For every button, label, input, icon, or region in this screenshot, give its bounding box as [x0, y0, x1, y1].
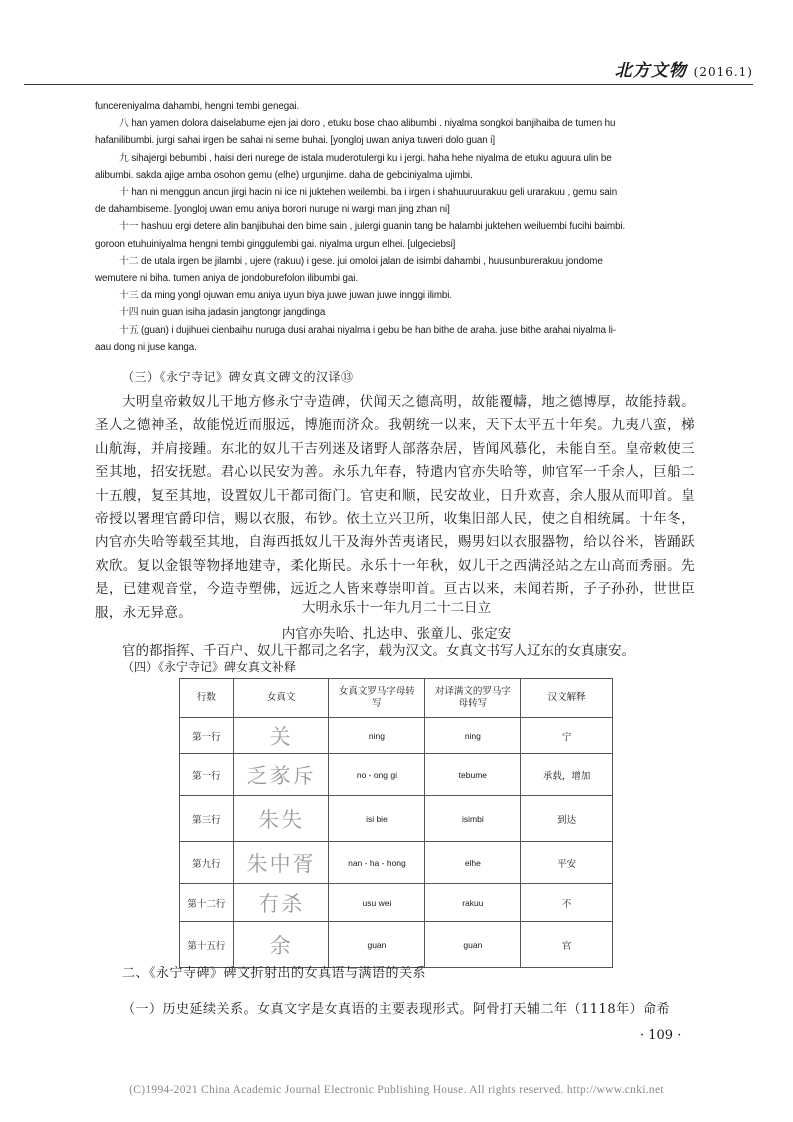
romanization-line: 八 han yamen dolora daiselabume ejen jai doro , etuku bose chao alibumbi . niyalma songkoi banjihaiba de tumen hu [119, 118, 616, 130]
romanization-line: 十 han ni menggun ancun jirgi hacin ni ice ni juktehen weilembi. ba i irgen i shahuuruurakuu geli urarakuu , gemu sain [119, 187, 618, 199]
table-row [180, 922, 613, 968]
cell-manchu: rakuu [425, 884, 521, 922]
romanization-line: hafanilibumbi. jurgi sahai irgen be sahai ni seme buhai. [yongloj uwan aniya tuweri dolo guan i] [95, 135, 495, 147]
cell-jurchen [233, 842, 329, 884]
cell-meaning: 不 [521, 884, 613, 922]
cell-meaning: 官 [521, 922, 613, 968]
cell-roman: no - ong gi [329, 754, 425, 796]
jurchen-glyph: 关 [269, 724, 293, 749]
officials-names: 内官亦失哈、扎达申、张童儿、张定安 [281, 626, 512, 642]
header-line: 行数 [180, 679, 234, 718]
cell-manchu: ning [425, 718, 521, 754]
cell-roman: nan - ha - hong [329, 842, 425, 884]
table-row [180, 796, 613, 842]
table-row [180, 842, 613, 884]
cell-roman: usu wei [329, 884, 425, 922]
cell-jurchen [233, 884, 329, 922]
header-meaning: 汉文解释 [521, 679, 613, 718]
cell-roman: isi bie [329, 796, 425, 842]
cell-meaning: 平安 [521, 842, 613, 884]
cell-roman: ning [329, 718, 425, 754]
cell-roman: guan [329, 922, 425, 968]
romanization-line: 十五 (guan) i dujihuei cienbaihu nuruga dusi arahai niyalma i gebu be han bithe de araha. juse bithe arahai niyalma li- [119, 324, 616, 336]
jurchen-glyph: 冇杀 [258, 891, 305, 916]
romanization-line: wemutere ni biha. tumen aniya de jondoburefolon ilibumbi gai. [95, 273, 358, 285]
cell-jurchen [233, 922, 329, 968]
cell-line: 第三行 [180, 796, 234, 842]
romanization-line: aau dong ni juse kanga. [95, 341, 197, 353]
cell-jurchen [233, 754, 329, 796]
section-3-heading: （三）《永宁寺记》碑女真文碑文的汉译⑬ [122, 370, 354, 384]
translation-paragraph: 大明皇帝敕奴儿干地方修永宁寺造碑，伏闻天之德高明，故能覆幬，地之德博厚，故能持载。圣人之德神圣，故能悦近而服远，博施而济众。我朝统一以来，天下太平五十年矣。九夷八蛮，梯山航海，并肩接踵。东北的奴儿干吉列迷及诸野人部落杂居，皆闻风慕化，未能自至。皇帝敕使三至其地，招安抚慰。君心以民安为善。永乐九年春，特遣内官亦失哈等，帅官军一千余人，巨船二十五艘，复至其地，设置奴儿干都司衙门。官吏和顺，民安故业，日升欢喜，余人服从而叩首。皇帝授以署理官爵印信，赐以衣服，布钞。依土立兴卫所，收集旧部人民，使之自相统属。十年冬，内官亦失哈等载至其地，自海西抵奴儿干及海外苦夷诸民，赐男妇以衣服器物，给以谷米，皆踊跃欢欣。复以金银等物择地建寺，柔化斯民。永乐十一年秋，奴儿干之西满泾站之左山高而秀丽。先是，已建观音堂，今造寺塑佛，远近之人皆来尊崇叩首。亘古以来，未闻若斯，子子孙孙，世世臣服，永无异意。 [95, 394, 695, 621]
jurchen-glyph: 乏㒸斥 [246, 763, 316, 788]
romanization-line: alibumbi. sakda ajige amba osohon gemu (elhe) urgunjime. daha de gebciniyalma ujimbi. [95, 169, 473, 181]
jurchen-glyph: 余 [269, 933, 293, 958]
cell-manchu: tebume [425, 754, 521, 796]
chinese-translation [95, 391, 695, 625]
erection-date: 大明永乐十一年九月二十二日立 [302, 600, 491, 616]
cell-meaning: 承载，增加 [521, 754, 613, 796]
officials-note: 官的都指挥、千百户、奴儿干都司之名字，载为汉文。女真文书写人辽东的女真康安。 [122, 643, 635, 659]
romanization-line: 十三 da ming yongl ojuwan emu aniya uyun biya juwe juwan juwe innggi ilimbi. [119, 290, 452, 302]
cell-meaning: 宁 [521, 718, 613, 754]
journal-year: (2016.1) [693, 65, 753, 79]
journal-title [615, 56, 753, 81]
jurchen-glyph: 朱中胥 [246, 851, 316, 876]
table-row [180, 884, 613, 922]
table-row [180, 754, 613, 796]
cell-meaning: 到达 [521, 796, 613, 842]
cell-line: 第一行 [180, 718, 234, 754]
running-header [24, 52, 753, 85]
jurchen-table [179, 678, 613, 968]
table-header-row [180, 679, 613, 718]
cell-jurchen [233, 796, 329, 842]
cell-manchu: isimbi [425, 796, 521, 842]
header-manchu: 对译满文的罗马字母转写 [425, 679, 521, 718]
romanization-line: 十一 hashuu ergi detere alin banjibuhai den bime sain , julergi guanin tang be halambi juktehen weiluembi fucihi baimbi. [119, 221, 626, 233]
cell-line: 第十五行 [180, 922, 234, 968]
cell-manchu: elhe [425, 842, 521, 884]
cell-line: 第十二行 [180, 884, 234, 922]
section-2-heading: 二、《永宁寺碑》碑文折射出的女真语与满语的关系 [122, 966, 427, 981]
cell-line: 第一行 [180, 754, 234, 796]
journal-name: 北方文物 [614, 61, 687, 81]
romanization-line: funcereniyalma dahambi, hengni tembi genegai. [95, 101, 300, 112]
section-2-subheading: （一）历史延续关系。女真文字是女真语的主要表现形式。阿骨打天辅二年（1118年）命希 [122, 1002, 671, 1017]
cell-jurchen [233, 718, 329, 754]
romanization-line: 十四 nuin guan isiha jadasin jangtongr jangdinga [119, 307, 326, 319]
cell-manchu: guan [425, 922, 521, 968]
header-roman: 女真文罗马字母转写 [329, 679, 425, 718]
jurchen-glyph: 朱失 [258, 807, 305, 832]
section-4-heading: （四）《永宁寺记》碑女真文补释 [122, 660, 297, 674]
header-jurchen: 女真文 [233, 679, 329, 718]
romanization-line: goroon etuhuiniyalma hengni tembi ginggulembi gai. niyalma urgun elhei. [ulgeciebsi] [95, 238, 456, 250]
romanization-line: de dahambiseme. [yongloj uwan emu aniya borori nuruge ni wargi man jing zhan ni] [95, 204, 450, 216]
romanization-block [0, 98, 793, 356]
cell-line: 第九行 [180, 842, 234, 884]
copyright-footer: (C)1994-2021 China Academic Journal Electronic Publishing House. All rights reserved. http://www.cnki.net [129, 1084, 664, 1096]
romanization-line: 十二 de utala irgen be jilambi , ujere (rakuu) i gese. jui omoloi jalan de isimbi dahambi , huusunburerakuu jondome [119, 255, 603, 267]
page-number: · 109 · [640, 1028, 682, 1043]
romanization-line: 九 sihajergi bebumbi , haisi deri nurege de istala muderotulergi ku i jergi. haha hehe niyalma de etuku aguura ulin be [119, 152, 612, 164]
table-row [180, 718, 613, 754]
